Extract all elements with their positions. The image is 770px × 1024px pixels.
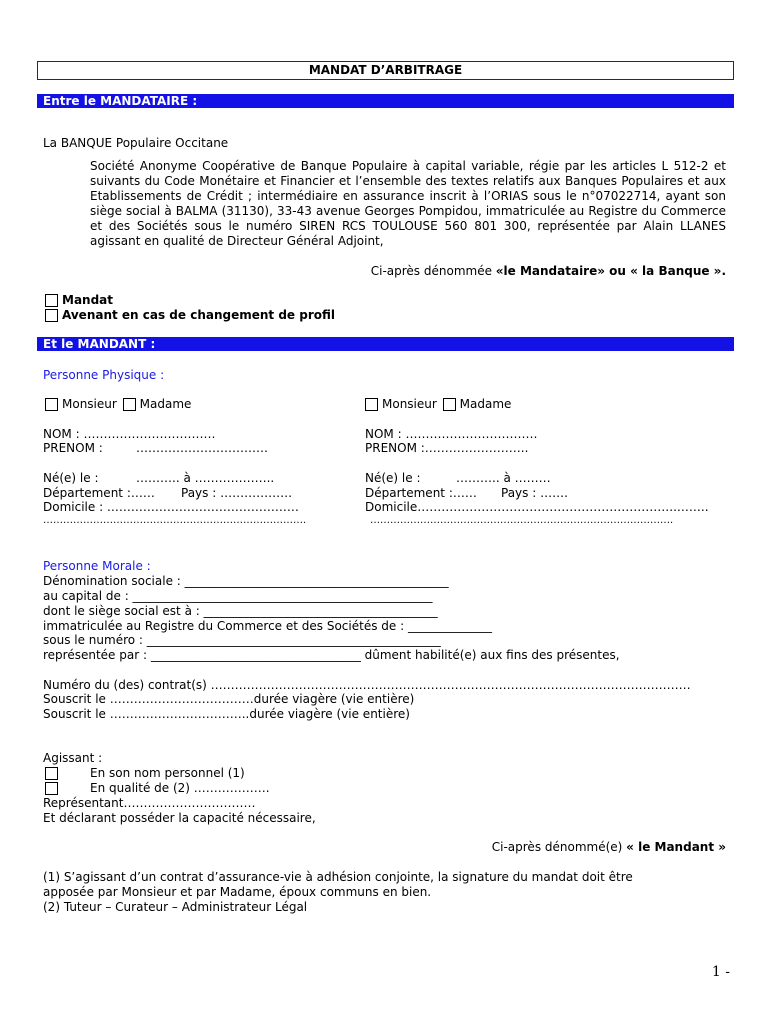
footnote-2: (2) Tuteur – Curateur – Administrateur Légal (43, 900, 308, 914)
personne-physique-heading: Personne Physique : (43, 368, 165, 382)
morale-capital-field[interactable]: au capital de : __________________________________________________ (43, 589, 433, 603)
page-number: 1 - (711, 964, 730, 980)
right-ne-field[interactable]: ……….. à ……… (456, 471, 551, 485)
right-domicile-field[interactable]: Domicile………………………………………………………..…….. (365, 500, 709, 514)
checkbox-mandat[interactable] (45, 294, 58, 307)
morale-siege-field[interactable]: dont le siège social est à : _______________________________________ (43, 604, 438, 618)
mandataire-designation-prefix: Ci-après dénommée (370, 264, 496, 278)
footnote-1-continued: apposée par Monsieur et par Madame, époux communs en bien. (43, 885, 432, 899)
capacity-declaration: Et déclarant posséder la capacité nécessaire, (43, 811, 316, 825)
checkbox-madame-right[interactable] (443, 398, 456, 411)
mandant-designation (492, 840, 726, 854)
souscrit-field-2[interactable]: Souscrit le ……………………………..durée viagère (vie entière) (43, 707, 410, 721)
personne-morale-heading: Personne Morale : (43, 559, 151, 573)
civility-right (365, 397, 511, 411)
left-prenom-label: PRENOM : (43, 441, 103, 455)
option-mandat-label: Mandat (62, 293, 114, 307)
agissant-option-qualite-label: En qualité de (2) ………………. (90, 781, 270, 795)
morale-denomination-field[interactable]: Dénomination sociale : ____________________________________________ (43, 574, 449, 588)
bank-description: Société Anonyme Coopérative de Banque Populaire à capital variable, régie par les articles L 512-2 et suivants du Code Monétaire et Financier et l’ensemble des textes relatifs aux Banques Populaires et aux Etablissements de Crédit ; intermédiaire en assurance inscrit à l’ORIAS sous le n°07022714, ayant son siège social à BALMA (31130), 33-43 avenue Georges Pompidou, immatriculée au Registre du Commerce et des Sociétés sous le numéro SIREN RCS TOULOUSE 560 801 300, représentée par Alain LLANES agissant en qualité de Directeur Général Adjoint, (90, 159, 726, 248)
morale-numero-field[interactable]: sous le numéro : _________________________________________________ (43, 633, 441, 647)
option-mandat[interactable] (45, 293, 113, 307)
civility-left (45, 397, 191, 411)
left-ne-field[interactable]: ……….. à ……………….. (136, 471, 275, 485)
right-prenom-field[interactable]: PRENOM :…………………….. (365, 441, 529, 455)
left-departement-field[interactable]: Département :…… (43, 486, 155, 500)
civility-right-monsieur: Monsieur (382, 397, 437, 411)
civility-left-monsieur: Monsieur (62, 397, 117, 411)
bank-name: La BANQUE Populaire Occitane (43, 136, 229, 150)
right-departement-field[interactable]: Département :…… (365, 486, 477, 500)
mandant-designation-prefix: Ci-après dénommé(e) (491, 840, 627, 854)
morale-representee-field[interactable]: représentée par : ___________________________________ dûment habilité(e) aux fins des présentes, (43, 648, 620, 662)
footnote-1: (1) S’agissant d’un contrat d’assurance-vie à adhésion conjointe, la signature du mandat doit être (43, 870, 633, 884)
document-title: MANDAT D’ARBITRAGE (37, 61, 734, 80)
agissant-option-personnel[interactable] (45, 766, 245, 780)
right-pays-field[interactable]: Pays : ……. (501, 486, 568, 500)
checkbox-monsieur-left[interactable] (45, 398, 58, 411)
checkbox-madame-left[interactable] (123, 398, 136, 411)
left-domicile-field[interactable]: Domicile : ………………………………………… (43, 500, 299, 514)
checkbox-qualite[interactable] (45, 782, 58, 795)
left-nom-field[interactable]: NOM : …………………………… (43, 427, 216, 441)
right-nom-field[interactable]: NOM : …………………………… (365, 427, 538, 441)
option-avenant-label: Avenant en cas de changement de profil (62, 308, 336, 322)
right-domicile-line[interactable]: ………………………………………………………………………………. (370, 515, 674, 526)
left-ne-label: Né(e) le : (43, 471, 99, 485)
morale-registre-field[interactable]: immatriculée au Registre du Commerce et des Sociétés de : ______________ (43, 619, 492, 633)
checkbox-avenant[interactable] (45, 309, 58, 322)
left-domicile-line[interactable]: ……………………………………………………………………. (43, 515, 307, 526)
mandataire-section-header: Entre le MANDATAIRE : (37, 94, 734, 108)
civility-right-madame: Madame (459, 397, 512, 411)
mandant-designation-bold: « le Mandant » (626, 840, 726, 854)
checkbox-monsieur-right[interactable] (365, 398, 378, 411)
agissant-option-personnel-label: En son nom personnel (1) (90, 766, 245, 780)
representant-field[interactable]: Représentant…………………………… (43, 796, 256, 810)
left-prenom-field[interactable]: …………………………… (136, 441, 268, 455)
souscrit-field-1[interactable]: Souscrit le ………………………………durée viagère (vie entière) (43, 692, 415, 706)
right-ne-label: Né(e) le : (365, 471, 421, 485)
contract-number-field[interactable]: Numéro du (des) contrat(s) ………………………………………………………………………………………………………… (43, 678, 691, 692)
agissant-option-qualite[interactable] (45, 781, 270, 795)
option-avenant[interactable] (45, 308, 335, 322)
checkbox-nom-personnel[interactable] (45, 767, 58, 780)
mandant-section-header: Et le MANDANT : (37, 337, 734, 351)
mandataire-designation-bold: «le Mandataire» ou « la Banque ». (495, 264, 726, 278)
mandataire-designation (371, 264, 726, 278)
left-pays-field[interactable]: Pays : ……………… (181, 486, 293, 500)
agissant-label: Agissant : (43, 751, 103, 765)
civility-left-madame: Madame (139, 397, 192, 411)
